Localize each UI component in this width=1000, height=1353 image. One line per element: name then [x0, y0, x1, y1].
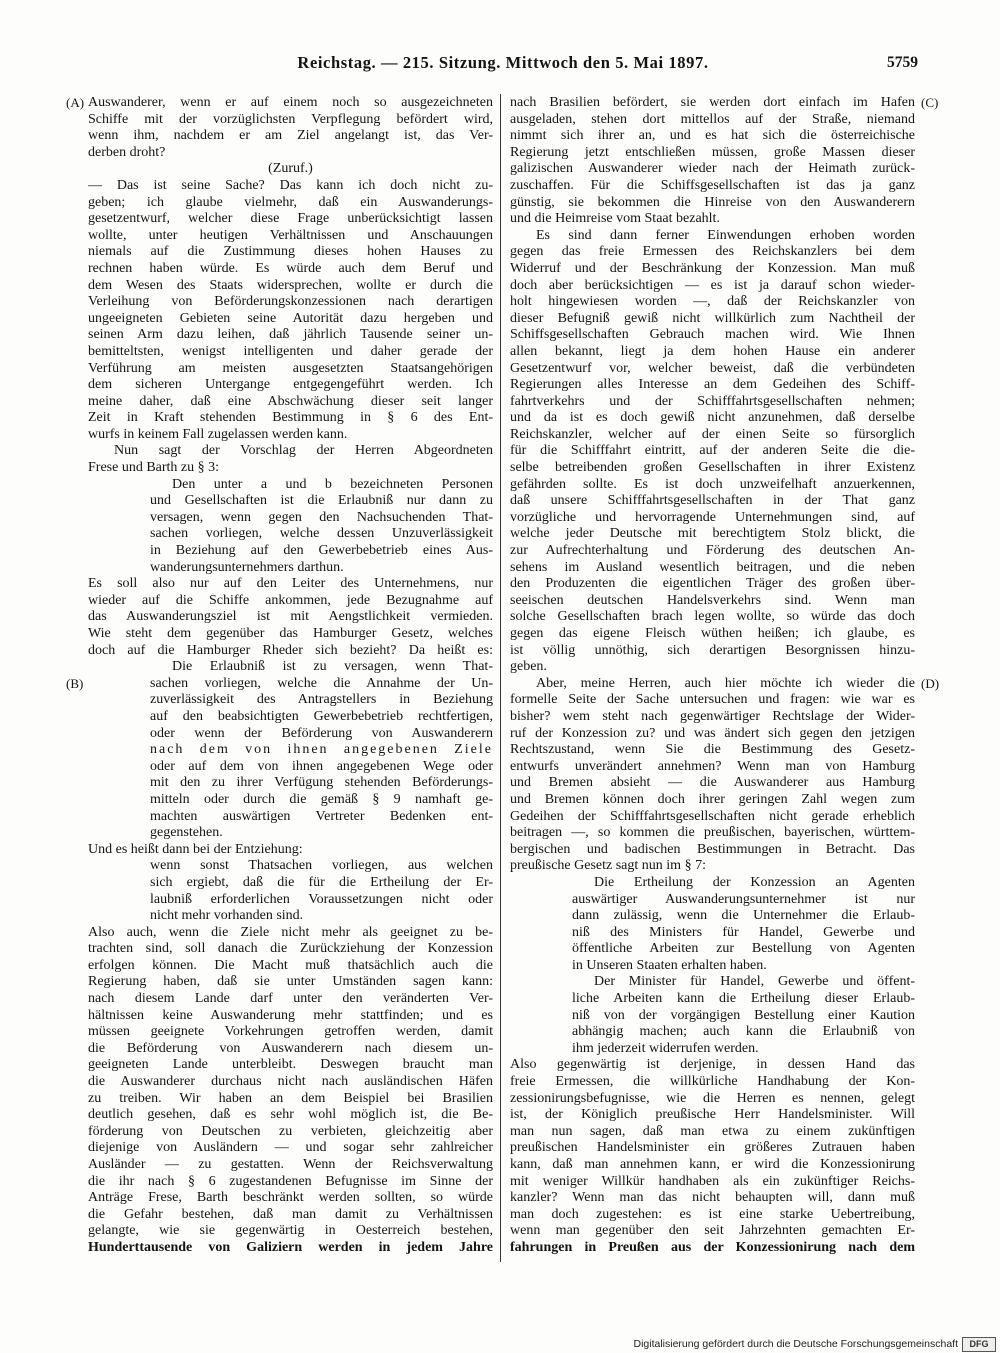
quoted-law-line: Die Ertheilung der Konzession an Agenten	[594, 874, 915, 890]
body-line: Ausländer — zu gestatten. Wenn der Reichsverwaltung	[88, 1157, 493, 1172]
quoted-law-line: sich ergiebt, daß die für die Ertheilung der Er-	[150, 874, 493, 890]
body-line: den Produzenten die eigentlichen Träger des großen über-	[510, 576, 915, 592]
margin-marker-c: (C)	[921, 95, 939, 110]
body-line: solche Gesellschaften brach legen wollte, so würde das doch	[510, 609, 915, 625]
body-line: nimmt sich ihrer an, und es hat sich die österreichische	[510, 128, 915, 144]
body-line: wenn ihm, nachdem er am Ziel angelangt ist, das Ver-	[88, 128, 493, 144]
body-line: das Auswanderungsziel ist mit Aengstlichkeit vermieden.	[88, 609, 493, 625]
body-line: seinen Arm dazu leihen, daß jährlich Tausende seiner un-	[88, 327, 493, 343]
body-line: meine daher, daß eine Abschwächung dieser seit langer	[88, 393, 493, 409]
quoted-law-line: Den unter a und b bezeichneten Personen	[172, 476, 493, 492]
body-line: gefährden sollte. Es ist doch unzweifelhaft anzuerkennen,	[510, 476, 915, 492]
quoted-law-line: wanderungsunternehmers darthun.	[150, 559, 344, 575]
body-line: zu treiben. Wir haben an dem Beispiel bei Brasilien	[88, 1090, 493, 1106]
body-line: für die Schifffahrt eintritt, auf der anderen Seite die die-	[510, 443, 915, 459]
body-line: wollte, unter heutigen Verhältnissen und Anschauungen	[88, 227, 493, 243]
quoted-law-line: niß des Ministers für Handel, Gewerbe und	[572, 924, 915, 940]
body-line: gegen das freie Ermessen des Reichskanzlers bei dem	[510, 244, 915, 260]
quoted-law-line: nicht mehr vorhanden sind.	[150, 908, 304, 924]
interjection-note: (Zuruf.)	[268, 161, 313, 177]
quoted-law-line: abhängig machen; auch kann die Erlaubniß von	[572, 1024, 915, 1040]
body-line: ruf der Konzession zu? und was ändert sich gegen den jetzigen	[510, 725, 915, 741]
body-line: und Bremen absieht — die Auswanderer aus Hamburg	[510, 775, 915, 791]
body-line: wieder auf die Schiffe ankommen, jede Bezugnahme auf	[88, 592, 493, 608]
quoted-law-line: Die Erlaubniß ist zu versagen, wenn That-	[172, 659, 493, 675]
body-line: Regierung jetzt entschließen müssen, große Massen dieser	[510, 144, 915, 160]
body-line: nach diesem Lande darf unter den veränderten Ver-	[88, 991, 493, 1007]
body-line: Widerruf und der Beschränkung der Konzession. Man muß	[510, 260, 915, 276]
body-line: günstig, sie bekommen die Hinreise von den Auswanderern	[510, 194, 915, 210]
quoted-law-line: sachen vorliegen, welche die Annahme der Un-	[150, 675, 493, 691]
body-line: zuschaffen. Für die Schiffsgesellschaften ist das ja ganz	[510, 177, 915, 193]
body-line: ausgeladen, stehen dort mittellos auf der Straße, niemand	[510, 111, 915, 127]
margin-marker-a: (A)	[66, 95, 85, 110]
quoted-law-line: und Gesellschaften ist die Erlaubniß nur dann zu	[150, 493, 493, 509]
body-line: seeischen deutschen Handelsverkehrs sind. Wenn man	[510, 592, 915, 608]
body-line: die Beförderung von Auswanderern nach diesem un-	[88, 1040, 493, 1056]
body-line: Anträge Frese, Barth beschränkt werden sollten, so würde	[88, 1190, 493, 1206]
body-line: Und es heißt dann bei der Entziehung:	[88, 841, 303, 857]
body-line: die Gefahr bestehen, daß man damit zu Verhältnissen	[88, 1206, 493, 1222]
body-line: sehens im Ausland wesentlich beitragen, und die neben	[510, 559, 915, 575]
quoted-law-line: liche Arbeiten kann die Ertheilung dieser Erlaub-	[572, 991, 915, 1007]
body-line: gelangte, wie sie gegenwärtig in Oesterreich bestehen,	[88, 1223, 493, 1239]
body-line: förderung von Deutschen zu verbieten, gleichzeitig aber	[88, 1123, 493, 1139]
quoted-law-line: zuverlässigkeit des Antragstellers in Beziehung	[150, 692, 493, 708]
body-line: man nun sagen, daß man etwa zu einem zukünftigen	[510, 1123, 915, 1139]
body-line: rechnen haben würde. Es würde auch dem Beruf und	[88, 260, 493, 276]
body-line: niemals auf die Zustimmung dieses hohen Hauses zu	[88, 244, 493, 260]
body-line: holt hingewiesen worden —, daß der Reichskanzler von	[510, 294, 915, 310]
body-line: Verführung am meisten ausgesetzten Staatsangehörigen	[88, 360, 493, 376]
body-line: und da ist es doch gewiß nicht anzunehmen, daß derselbe	[510, 410, 915, 426]
quoted-law-line: Der Minister für Handel, Gewerbe und öffent-	[594, 974, 915, 990]
body-line: freie Ermessen, die willkürliche Handhabung der Kon-	[510, 1074, 915, 1090]
margin-marker-d: (D)	[921, 676, 940, 691]
body-line: die ihr nach § 6 zugestandenen Befugnisse im Sinne der	[88, 1173, 493, 1189]
emphasized-line: nach dem von ihnen angegebenen Ziele	[150, 742, 493, 758]
body-line: entwurfs unverändert annehmen? Wenn man von Hamburg	[510, 758, 915, 774]
body-line: hältnissen keine Auswanderung mehr stattfinden; und es	[88, 1007, 493, 1023]
body-line: Aber, meine Herren, auch hier möchte ich wieder die	[536, 675, 915, 691]
quoted-law-line: öffentliche Arbeiten zur Bestellung von Agenten	[572, 941, 915, 957]
body-line: zessionirungsbefugnisse, wie die Herren es nennen, gelegt	[510, 1090, 915, 1106]
body-line: allen bekannt, liegt ja dem hohen Hause ein anderer	[510, 343, 915, 359]
body-line: ist, der Königlich preußische Herr Handelsminister. Will	[510, 1107, 915, 1123]
body-line: Gedeihen der Schifffahrtsgesellschaften nicht gerade erheblich	[510, 808, 915, 824]
page-number: 5759	[887, 54, 918, 71]
body-line: Wie steht dem gegenüber das Hamburger Gesetz, welches	[88, 626, 493, 641]
body-line: Also gegenwärtig ist derjenige, in dessen Hand das	[510, 1057, 915, 1073]
body-line: mit weniger Willkür handhaben als ein zukünftiger Reichs-	[510, 1173, 915, 1189]
body-line: Also auch, wenn die Ziele nicht mehr als geeignet zu be-	[88, 924, 493, 940]
body-line: Rechtszustand, wenn Sie die Bestimmung des Gesetz-	[510, 742, 915, 758]
body-line: trachten sind, soll danach die Zurückziehung der Konzession	[88, 941, 493, 957]
body-line: selbe betreibenden großen Gesellschaften in ihrer Existenz	[510, 460, 915, 476]
quoted-law-line: dann zulässig, wenn die Unternehmer die Erlaub-	[572, 908, 915, 924]
body-line: derben droht?	[88, 144, 166, 160]
body-line: doch aber berücksichtigen — es ist ja darauf schon wieder-	[510, 277, 915, 293]
quoted-law-line: oder wenn der Beförderung von Auswanderern	[150, 725, 493, 741]
quoted-law-line: laubniß erforderlichen Voraussetzungen nicht oder	[150, 891, 493, 907]
digitization-credit: Digitalisierung gefördert durch die Deutsche Forschungsgemeinschaft	[633, 1338, 958, 1350]
body-line: Auswanderer, wenn er auf einem noch so ausgezeichneten	[88, 95, 493, 110]
body-line: geben.	[510, 659, 547, 675]
body-line: doch auf die Hamburger Rheder sich bezieht? Da heißt es:	[88, 642, 493, 658]
body-line: diejenige von Ausländern — und sogar sehr zahlreicher	[88, 1140, 493, 1156]
body-line: — Das ist seine Sache? Das kann ich doch nicht zu-	[88, 177, 493, 193]
quoted-law-line: mitteln oder durch die gemäß § 9 namhaft ge-	[150, 791, 493, 807]
body-line: deutlich gesehen, daß es sehr wohl möglich ist, die Be-	[88, 1107, 493, 1123]
body-line: Verleihung von Beförderungskonzessionen nach derartigen	[88, 294, 493, 310]
body-line: Frese und Barth zu § 3:	[88, 460, 220, 476]
body-line: Es soll also nur auf den Leiter des Unternehmens, nur	[88, 576, 493, 592]
body-line: man doch zugestehen: es ist eine starke Uebertreibung,	[510, 1206, 915, 1222]
quoted-law-line: wenn sonst Thatsachen vorliegen, aus welchen	[150, 858, 493, 874]
dfg-logo: DFG	[962, 1337, 996, 1352]
body-line: bergischen und badischen Bestimmungen in Betracht. Das	[510, 841, 915, 857]
body-line: fahrtverkehrs und der Schifffahrtsgesellschaften nehmen;	[510, 393, 915, 409]
body-line: geben; ich glaube vielmehr, daß ein Auswanderungs-	[88, 194, 493, 210]
body-line: geeigneten Lande unterbleibt. Deswegen braucht man	[88, 1057, 493, 1073]
body-line: wenn man gegenüber den seit Jahrzehnten gemachten Er-	[510, 1223, 915, 1239]
body-line: Gesetzentwurf vor, welcher beweist, daß die verbündeten	[510, 360, 915, 376]
quoted-law-line: oder auf dem von ihnen angegebenen Wege oder	[150, 758, 493, 774]
body-line: preußischen Handelsminister ein größeres Zutrauen haben	[510, 1140, 915, 1156]
body-line: preußische Gesetz sagt nun im § 7:	[510, 858, 706, 874]
body-line: beitragen —, so kommen die preußischen, bayerischen, württem-	[510, 825, 915, 841]
body-line: Schiffsgesellschaften Gebrauch machen wird. Wie Ihnen	[510, 327, 915, 343]
body-line: bemitteltsten, wenigst intelligenten und daher gerade der	[88, 343, 493, 359]
body-line: wurfs in keinem Fall zugelassen werden kann.	[88, 426, 348, 442]
body-line: gesetzentwurf, welcher diese Frage unberücksichtigt lassen	[88, 211, 493, 227]
quoted-law-line: in Beziehung auf den Gewerbebetrieb eines Aus-	[150, 543, 493, 559]
quoted-law-line: gegenstehen.	[150, 825, 223, 841]
body-line: galizischen Auswanderer wieder nach der Heimath zurück-	[510, 161, 915, 177]
body-line: und die Heimreise vom Staat bezahlt.	[510, 211, 720, 227]
body-line: Zeit in Kraft stehenden Bestimmung in § 6 des Ent-	[88, 410, 493, 426]
body-line: Hunderttausende von Galiziern werden in jedem Jahre	[88, 1239, 493, 1255]
body-line: gegen das eigene Fleisch wüthen heißen; ich glaube, es	[510, 626, 915, 641]
body-line: müssen geeignete Vorkehrungen getroffen werden, damit	[88, 1024, 493, 1040]
body-line: fahrungen in Preußen aus der Konzessionirung nach dem	[510, 1239, 915, 1255]
quoted-law-line: auf den beabsichtigten Gewerbebetrieb rechtfertigen,	[150, 708, 493, 724]
body-line: zur Aufrechterhaltung und Förderung des deutschen An-	[510, 543, 915, 559]
body-line: Regierungen alles Interesse an dem Gedeihen des Schiff-	[510, 377, 915, 393]
quoted-law-line: sachen vorliegen, welche dessen Unzuverlässigkeit	[150, 526, 493, 542]
quoted-law-line: in Unseren Staaten erhalten haben.	[572, 957, 767, 973]
quoted-law-line: ihm jederzeit widerrufen werden.	[572, 1040, 759, 1056]
quoted-law-line: mit den zu ihrer Verfügung stehenden Beförderungs-	[150, 775, 493, 791]
quoted-law-line: niß von der vorgängigen Bestellung einer Kaution	[572, 1007, 915, 1023]
body-line: daß unsere Schifffahrtsgesellschaften in der That ganz	[510, 493, 915, 509]
body-line: dieser Befugniß gewiß nicht willkürlich zum Nachtheil der	[510, 310, 915, 326]
body-line: Es sind dann ferner Einwendungen erhoben worden	[536, 227, 915, 243]
body-line: Nun sagt der Vorschlag der Herren Abgeordneten	[114, 443, 493, 459]
body-line: welche jeder Deutsche mit berechtigtem Stolz blickt, die	[510, 526, 915, 542]
body-line: nach Brasilien befördert, sie werden dort einfach im Hafen	[510, 95, 915, 110]
body-line: kanzler? Wenn man das nicht behaupten will, dann muß	[510, 1190, 915, 1206]
quoted-law-line: versagen, wenn gegen den Nachsuchenden That-	[150, 509, 493, 525]
quoted-law-line: machten auswärtigen Vertreter Bedenken ent-	[150, 808, 493, 824]
body-line: bisher? wem steht nach gegenwärtiger Rechtslage der Wider-	[510, 708, 915, 724]
right-column	[510, 95, 915, 1257]
left-column	[88, 95, 493, 1257]
body-line: kann, daß man annehmen kann, er wird die Konzessionirung	[510, 1157, 915, 1172]
quoted-law-line: auswärtiger Auswanderungsunternehmer ist nur	[572, 891, 915, 907]
margin-marker-b: (B)	[66, 676, 84, 691]
body-line: Schiffe mit der vorzüglichsten Verpflegung befördert wird,	[88, 111, 493, 127]
body-line: ungeeigneten Gebieten seine Autorität dazu hergeben und	[88, 310, 493, 326]
body-line: Regierung haben, daß sie unter Umständen sagen kann:	[88, 974, 493, 990]
body-line: erfolgen können. Die Macht muß thatsächlich auch die	[88, 957, 493, 973]
column-divider	[500, 94, 501, 1262]
body-line: und Bremen können doch ihrer geringen Zahl wegen zum	[510, 791, 915, 807]
body-line: die Auswanderer durchaus nicht nach ausländischen Häfen	[88, 1074, 493, 1090]
body-line: dem Wesen des Staats widersprechen, wollte er durch die	[88, 277, 493, 293]
body-line: dem sicheren Untergange entgegengeführt werden. Ich	[88, 377, 493, 393]
page-header-title: Reichstag. — 215. Sitzung. Mittwoch den 5. Mai 1897.	[297, 53, 709, 72]
body-line: vorzügliche und hervorragende Unternehmungen sind, auf	[510, 509, 915, 525]
body-line: formelle Seite der Sache untersuchen und fragen: wie war es	[510, 692, 915, 708]
body-line: Reichskanzler, welcher auf der einen Seite so fürsorglich	[510, 426, 915, 442]
body-line: ist völlig unnöthig, sich derartigen Besorgnissen hinzu-	[510, 642, 915, 658]
